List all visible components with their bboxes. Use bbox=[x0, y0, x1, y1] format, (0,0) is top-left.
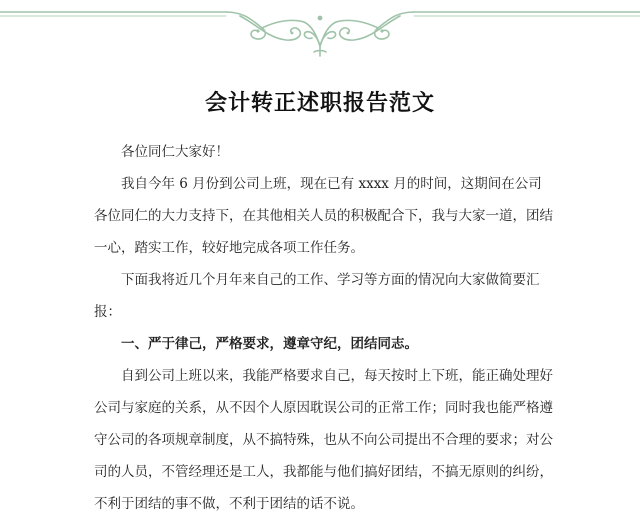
section-heading: 一、严于律己，严格要求，遵章守纪，团结同志。 bbox=[121, 336, 418, 352]
section-paragraph: 自到公司上班以来，我能严格要求自己，每天按时上下班，能正确处理好公司与家庭的关系，从不因个人原因耽误公司的正常工作；同时我也能严格遵守公司的各项规章制度，从不搞特殊，也从不向公司提出不合理的要求；对公司的人员，不管经理还是工人，我都能与他们搞好团结，不搞无原则的纠纷，不利于团结的事不做，不利于团结的话不说。 bbox=[94, 368, 553, 512]
greeting: 各位同仁大家好！ bbox=[121, 144, 229, 160]
paragraph-report-lead: 下面我将近几个月年来自己的工作、学习等方面的情况向大家做简要汇报： bbox=[94, 272, 540, 320]
document-body bbox=[94, 136, 554, 520]
paragraph-intro: 我自今年 6 月份到公司上班，现在已有 xxxx 月的时间，这期间在公司各位同仁的大力支持下，在其他相关人员的积极配合下，我与大家一道，团结一心，踏实工作，较好地完成各项工作任务。 bbox=[94, 176, 553, 256]
decorative-border-ornament bbox=[0, 0, 640, 60]
document-title: 会计转正述职报告范文 bbox=[204, 91, 435, 116]
